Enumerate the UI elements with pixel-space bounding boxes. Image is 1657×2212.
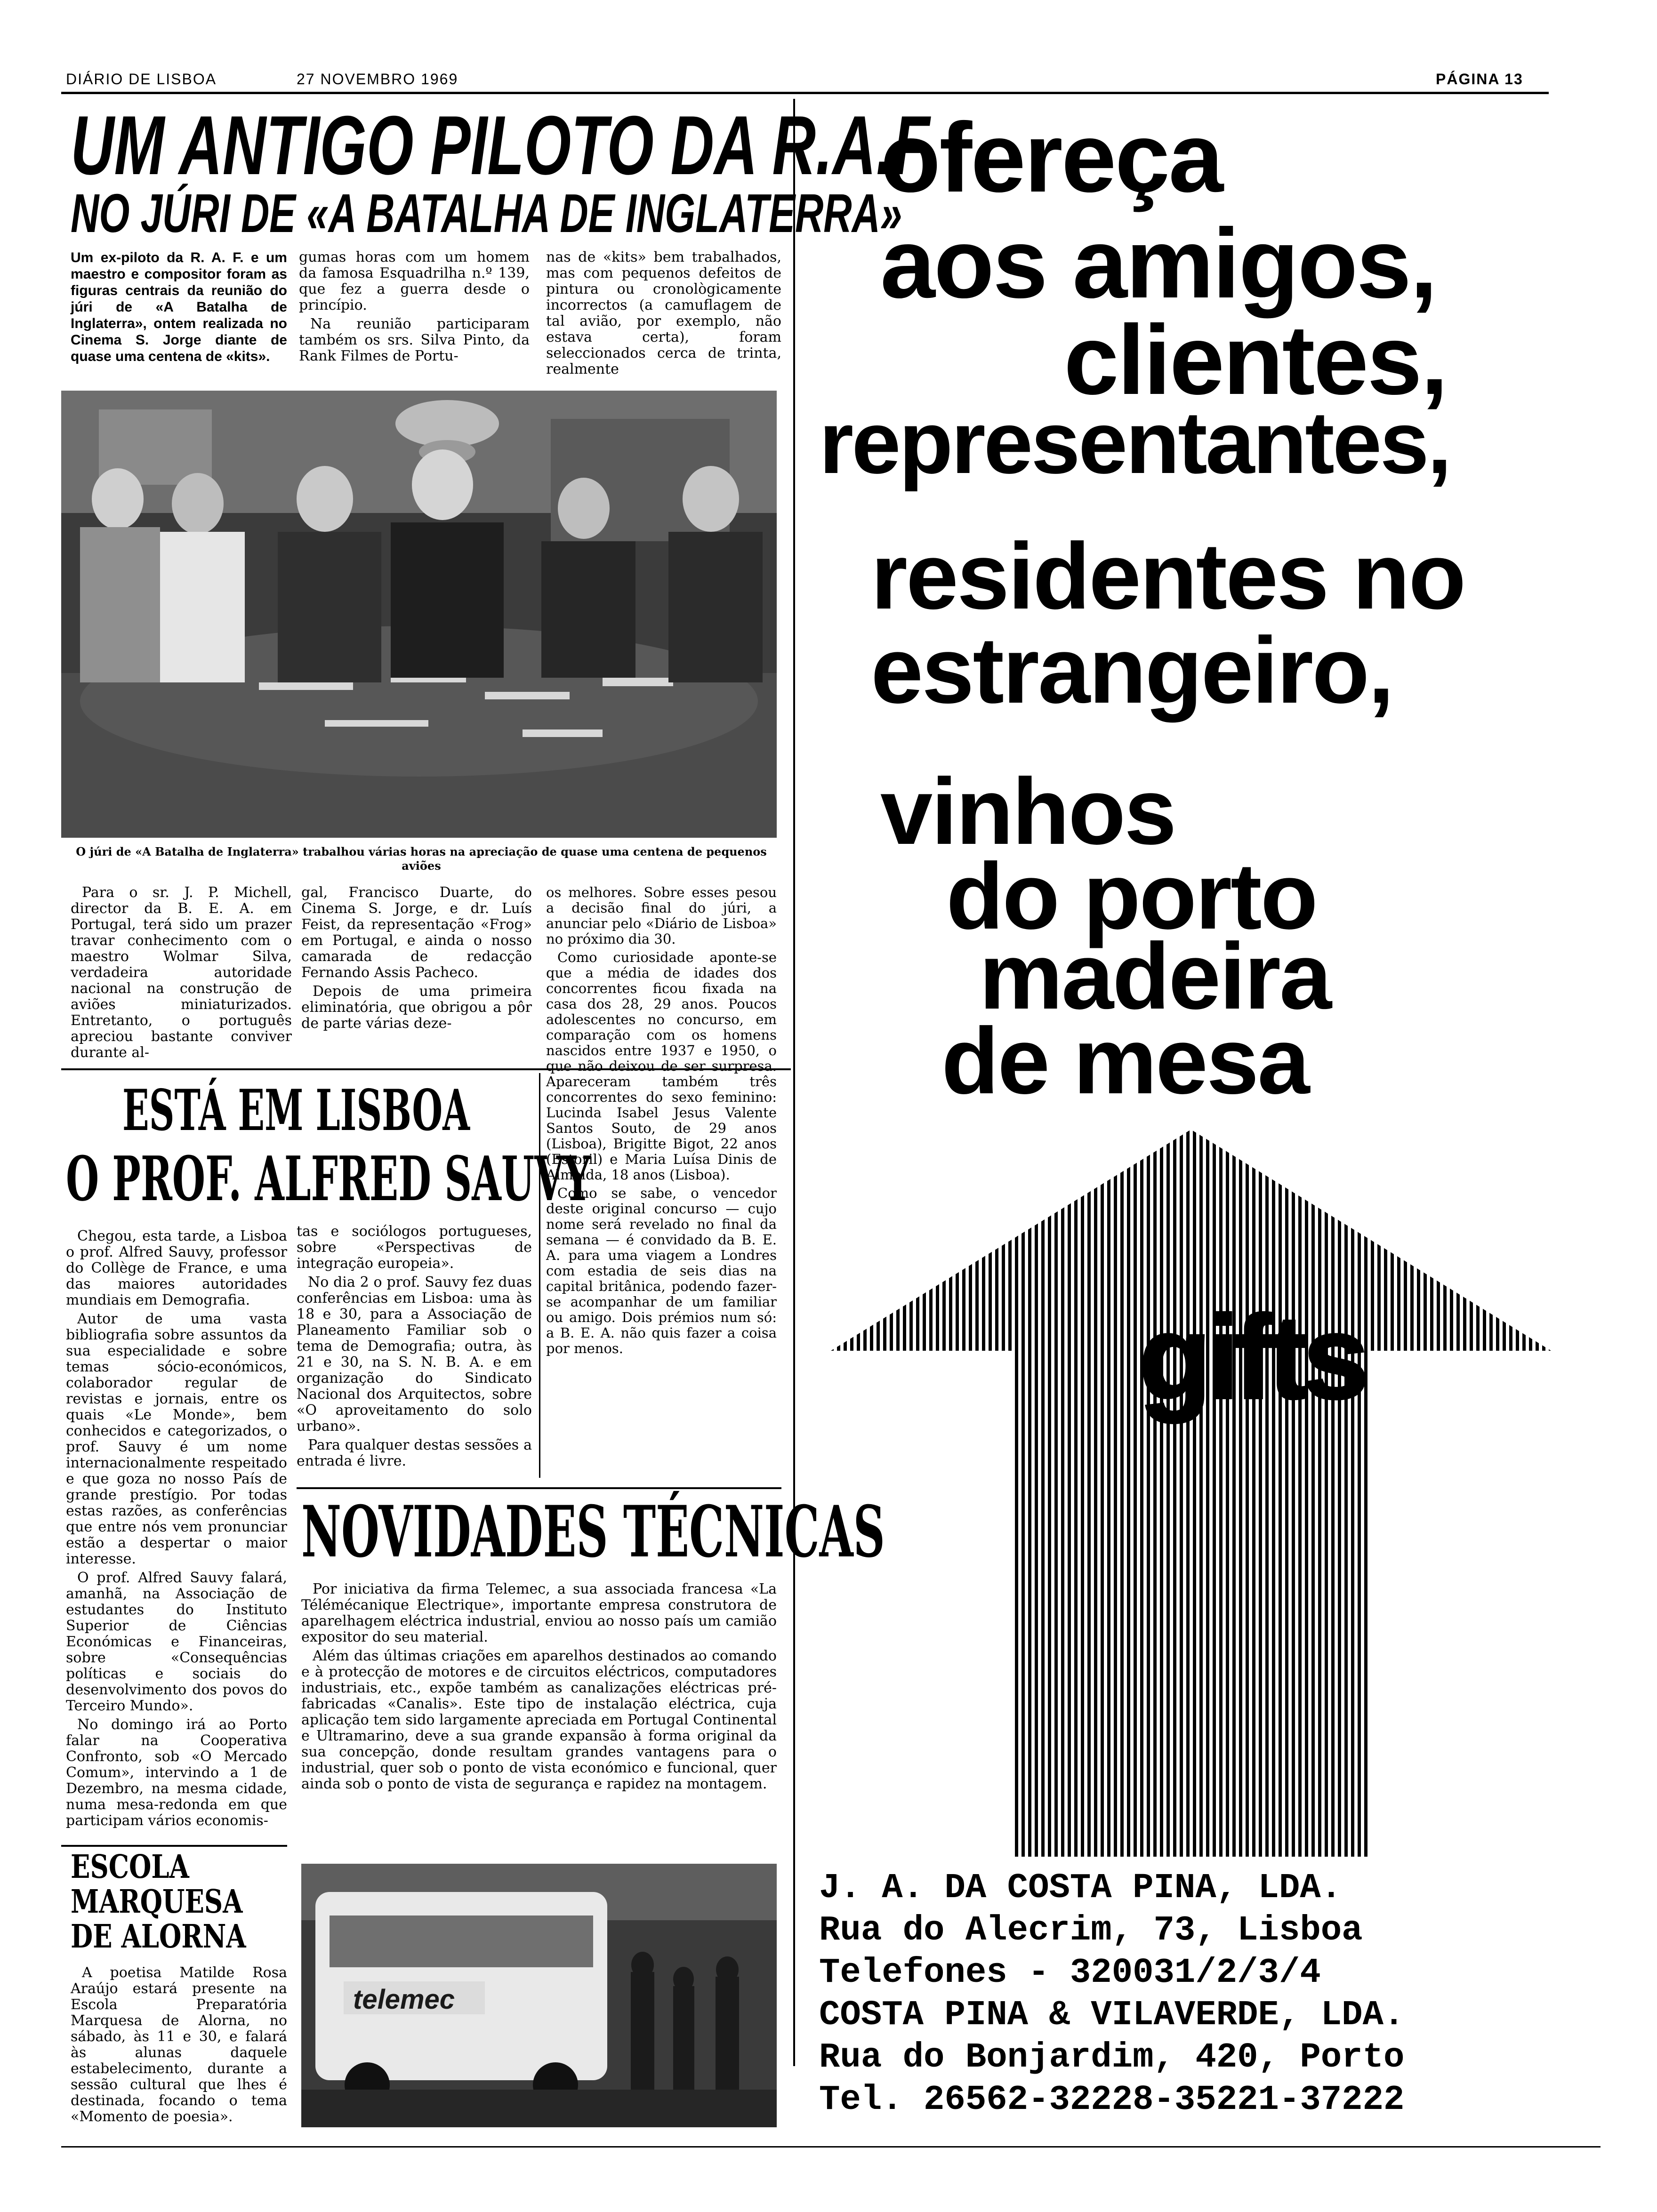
raf-paragraph: Para o sr. J. P. Michell, director da B. E. A. em Portugal, terá sido um prazer travar conhecimento com o maestro Wolmar Silva, verdadeira autoridade nacional na construção de aviões miniaturizados. Entretanto, o português apreciou bastante conviver durante al-: [71, 884, 292, 1061]
sauvy-paragraph: O prof. Alfred Sauvy falará, amanhã, na Associação de estudantes do Instituto Superior de Ciências Económicas e Financeiras, sobre «Consequências políticas e sociais do desenvolvimento dos povos do Terceiro Mundo».: [66, 1570, 287, 1714]
sauvy-paragraph: No domingo irá ao Porto falar na Cooperativa Confronto, sob «O Mercado Comum», intervindo a 1 de Dezembro, na mesma cidade, numa mesa-redonda em que participam vários economis-: [66, 1716, 287, 1829]
raf-headline: UM ANTIGO PILOTO DA R.A.F.: [71, 98, 940, 192]
gifts-wordmark: gifts: [1139, 1291, 1364, 1423]
section-rule-escola: [61, 1845, 287, 1847]
ad-address-line: Rua do Alecrim, 73, Lisboa: [819, 1911, 1363, 1950]
raf-lead: Um ex-piloto da R. A. F. e um maestro e compositor foram as figuras centrais da reunião do júri de «A Batalha de Inglaterra», ontem realizada no Cinema S. Jorge diante de quase uma centena de «kits».: [71, 250, 287, 364]
raf-column-2: [299, 249, 530, 367]
ad-line: aos amigos,: [880, 208, 1436, 319]
ad-line: madeira: [979, 924, 1331, 1029]
escola-headline-line: MARQUESA: [71, 1883, 243, 1921]
sauvy-paragraph: Autor de uma vasta bibliografia sobre assuntos da sua especialidade e sobre temas sócio-económicos, colaborador regular de revistas e jornais, entre os quais «Le Monde», bem conhecidos e categorizados, o prof. Sauvy é um nome internacionalmente respeitado e que goza no nosso País de grande prestígio. Por todas estas razões, as conferências que entre nós vem pronunciar estão a despertar o maior interesse.: [66, 1311, 287, 1567]
column-divider-raf: [539, 1073, 540, 1478]
sauvy-paragraph: Chegou, esta tarde, a Lisboa o prof. Alfred Sauvy, professor do Collège de France, e uma das maiores autoridades mundiais em Demografia.: [66, 1228, 287, 1308]
exhibition-truck-photo: [301, 1864, 777, 2127]
raf-body-column-1: [71, 885, 292, 1064]
raf-jury-photo: [61, 391, 777, 838]
novidades-paragraph: Por iniciativa da firma Telemec, a sua associada francesa «La Télémécanique Electrique», importante empresa construtora de aparelhagem eléctrica industrial, enviou ao nosso país um camião expositor do seu material.: [301, 1581, 777, 1645]
escola-paragraph: A poetisa Matilde Rosa Araújo estará presente na Escola Preparatória Marquesa de Alorna, no sábado, às 11 e 30, e falará às alunas daquele estabelecimento, durante a sessão cultural que lhes é destinada, focando o tema «Momento de poesia».: [71, 1964, 287, 2125]
raf-paragraph: os melhores. Sobre esses pesou a decisão final do júri, a anunciar pelo «Diário de Lisboa» no próximo dia 30.: [546, 884, 777, 947]
ad-line: ofereça: [880, 102, 1223, 213]
sauvy-paragraph: tas e sociólogos portugueses, sobre «Perspectivas de integração europeia».: [297, 1223, 532, 1272]
footer-rule: [61, 2146, 1601, 2148]
gifts-arrow-graphic: [824, 1130, 1558, 1859]
raf-paragraph: Como curiosidade aponte-se que a média de idades dos concorrentes ficou fixada na casa dos 28, 29 anos. Poucos adolescentes no concurso, em comparação com os homens nascidos entre 1937 e 1950, o que não deixou de ser surpresa. Apareceram também três concorrentes do sexo feminino: Lucinda Isabel Jesus Valente Santos Souto, de 29 anos (Lisboa), Brigitte Bigot, 22 anos (Estoril) e Maria Luísa Dinis de Almeida, 18 anos (Lisboa).: [546, 949, 777, 1183]
truck-sign: telemec: [353, 1984, 455, 2015]
sauvy-column-2: [297, 1224, 532, 1472]
issue-date: 27 NOVEMBRO 1969: [297, 71, 458, 88]
ad-address-line: Rua do Bonjardim, 420, Porto: [819, 2038, 1405, 2077]
ad-line: representantes,: [819, 393, 1450, 492]
escola-headline: [71, 1850, 246, 1954]
newspaper-name: DIÁRIO DE LISBOA: [66, 71, 217, 88]
sauvy-subheadline: O PROF. ALFRED SAUVY: [66, 1143, 591, 1215]
escola-headline-line: DE ALORNA: [71, 1918, 246, 1956]
novidades-headline: NOVIDADES TÉCNICAS: [301, 1491, 885, 1573]
ad-address-line: COSTA PINA & VILAVERDE, LDA.: [819, 1996, 1405, 2035]
novidades-body: [301, 1581, 777, 1795]
gifts-arrow-shape: [824, 1130, 1558, 1859]
page-number: PÁGINA 13: [1436, 71, 1523, 88]
raf-subheadline: NO JÚRI DE «A BATALHA DE INGLATERRA»: [71, 183, 902, 244]
raf-body-column-2: [301, 885, 532, 1034]
sauvy-column-1: [66, 1228, 287, 1832]
ad-line: vinhos: [880, 759, 1175, 864]
ad-line: estrangeiro,: [871, 618, 1393, 723]
ad-address-line: J. A. DA COSTA PINA, LDA.: [819, 1868, 1342, 1908]
header-rule: [61, 92, 1549, 94]
novidades-paragraph: Além das últimas criações em aparelhos destinados ao comando e à protecção de motores e de circuitos eléctricos, computadores industriais, etc., expõe também as canalizações eléctricas pré-fabricadas «Canalis». Este tipo de instalação eléctrica, cuja aplicação tem sido largamente apreciada em Portugal Continental e Ultramarino, deve a sua grande expansão à forma original da sua concepção, donde resultam grandes vantagens para o industrial, quer sob o ponto de vista económico e funcional, quer ainda sob o ponto de vista de segurança e rapidez na montagem.: [301, 1648, 777, 1792]
ad-line: residentes no: [871, 524, 1465, 629]
ad-address-line: Tel. 26562-32228-35221-37222: [819, 2080, 1405, 2120]
raf-paragraph: gumas horas com um homem da famosa Esquadrilha n.º 139, que fez a guerra desde o princípio.: [299, 249, 530, 313]
sauvy-paragraph: Para qualquer destas sessões a entrada é livre.: [297, 1437, 532, 1469]
raf-paragraph: Na reunião participaram também os srs. Silva Pinto, da Rank Filmes de Portu-: [299, 316, 530, 364]
raf-paragraph: nas de «kits» bem trabalhados, mas com pequenos defeitos de pintura ou cronològicamente incorrectos (a camuflagem de tal avião, por exemplo, não estava certa), foram seleccionados cerca de trinta, realmente: [546, 249, 781, 377]
raf-paragraph: gal, Francisco Duarte, do Cinema S. Jorge, e dr. Luís Feist, da representação «Frog» em Portugal, e ainda o nosso camarada de redacção Fernando Assis Pacheco.: [301, 884, 532, 981]
sauvy-headline: ESTÁ EM LISBOA: [122, 1077, 470, 1144]
column-divider-ad: [793, 99, 795, 2066]
ad-address-line: Telefones - 320031/2/3/4: [819, 1953, 1321, 1993]
escola-headline-line: ESCOLA: [71, 1848, 189, 1886]
raf-paragraph: Como se sabe, o vencedor deste original concurso — cujo nome será revelado no final da semana — é convidado da B. E. A. para uma viagem a Londres com estadia de seis dias na capital britânica, podendo fazer-se acompanhar de um familiar ou amigo. Dois prémios num só: a B. E. A. não quis fazer a coisa por menos.: [546, 1185, 777, 1356]
raf-photo-caption: O júri de «A Batalha de Inglaterra» trabalhou várias horas na apreciação de quase uma centena de pequenos aviões: [76, 845, 767, 873]
section-rule-novidades: [297, 1487, 781, 1489]
ad-line: do porto: [946, 844, 1317, 949]
ad-line: clientes,: [1064, 305, 1447, 415]
ad-line: de mesa: [941, 1009, 1309, 1114]
sauvy-paragraph: No dia 2 o prof. Sauvy fez duas conferências em Lisboa: uma às 18 e 30, para a Associação de Planeamento Familiar sob o tema de Demografia; outra, às 21 e 30, na S. N. B. A. e em organização do Sindicato Nacional dos Arquitectos, sobre «O aproveitamento do solo urbano».: [297, 1274, 532, 1435]
raf-jury-photo-image: [61, 391, 777, 838]
raf-column-3: [546, 249, 781, 380]
raf-body-column-3: [546, 885, 777, 1359]
escola-body: [71, 1965, 287, 2128]
raf-paragraph: Depois de uma primeira eliminatória, que obrigou a pôr de parte várias deze-: [301, 983, 532, 1032]
